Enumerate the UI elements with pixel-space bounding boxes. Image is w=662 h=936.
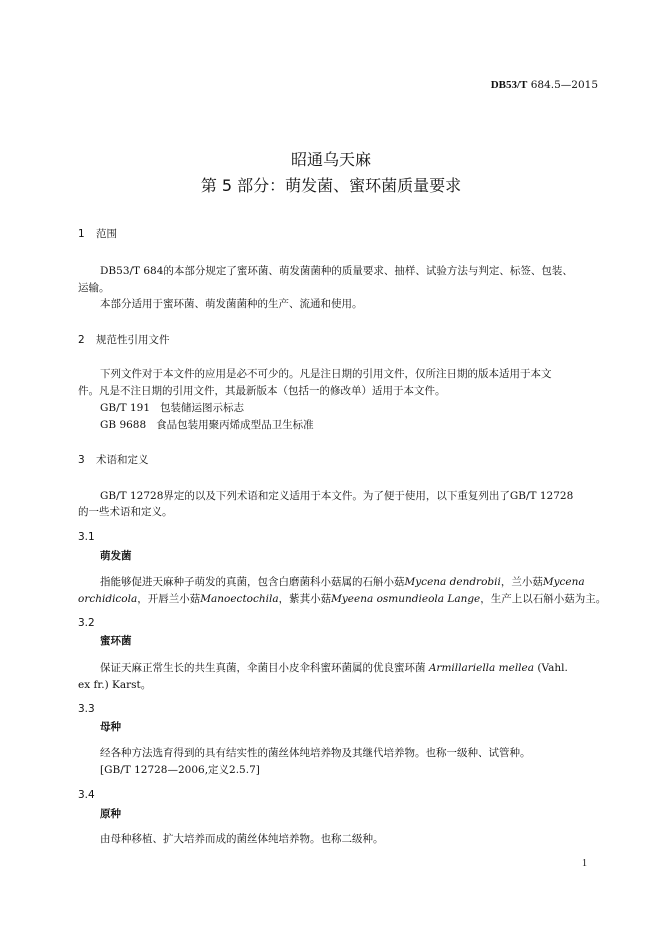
section-number: 1: [78, 228, 85, 240]
section-title: 规范性引用文件: [96, 334, 170, 346]
paragraph-line: 下列文件对于本文件的应用是必不可少的。凡是注日期的引用文件，仅所注日期的版本适用于本文: [100, 368, 552, 380]
term-number: 3.3: [78, 703, 95, 715]
reference-item: GB 9688 食品包装用聚丙烯成型品卫生标准: [100, 419, 314, 431]
term-name: 蜜环菌: [100, 635, 132, 647]
paragraph-line: 本部分适用于蜜环菌、萌发菌菌种的生产、流通和使用。: [100, 298, 363, 310]
section-heading-terms: [78, 452, 149, 467]
definition-text: 保证天麻正常生长的共生真菌，伞菌目小皮伞科蜜环菌属的优良蜜环菌: [100, 662, 429, 674]
document-code: [491, 79, 598, 91]
definition-text: ，紫萁小菇: [278, 593, 332, 605]
term-name: 原种: [100, 808, 121, 820]
document-subtitle: 第 5 部分：萌发菌、蜜环菌质量要求: [200, 176, 462, 195]
paragraph-line: 件。凡是不注日期的引用文件，其最新版本（包括一的修改单）适用于本文件。: [78, 385, 446, 397]
paragraph-line: GB/T 12728界定的以及下列术语和定义适用于本文件。为了便于使用，以下重复列出了GB/T 12728: [100, 490, 574, 502]
definition-line: [78, 591, 606, 606]
source-reference: [GB/T 12728—2006,定义2.5.7]: [100, 764, 260, 776]
section-heading-normative-references: [78, 332, 170, 347]
term-name: 母种: [100, 721, 121, 733]
paragraph-line: 运输。: [78, 282, 110, 294]
species-name: orchidicola: [78, 593, 138, 605]
document-title: 昭通乌天麻: [290, 150, 371, 169]
document-code-prefix: DB53/T: [490, 79, 528, 91]
section-heading-scope: [78, 226, 117, 241]
definition-text: ，兰小菇: [500, 576, 543, 588]
definition-text: 指能够促进天麻种子萌发的真菌，包含白磨菌科小菇属的石斛小菇: [100, 576, 405, 588]
species-name: Armillariella mellea: [428, 662, 535, 674]
definition-line: 由母种移植、扩大培养而成的菌丝体纯培养物。也称二级种。: [100, 833, 384, 845]
reference-item: GB/T 191 包装储运图示标志: [100, 402, 245, 414]
definition-line: 经各种方法选育得到的具有结实性的菌丝体纯培养物及其继代培养物。也称一级种、试管种。: [100, 747, 531, 759]
species-name: Mycena: [542, 576, 585, 588]
section-title: 范围: [96, 228, 117, 240]
term-number: 3.4: [78, 789, 95, 801]
term-name: 萌发菌: [100, 550, 132, 562]
document-code-number: 684.5—2015: [527, 79, 598, 91]
paragraph-line: 的一些术语和定义。: [78, 506, 173, 518]
section-number: 3: [78, 454, 85, 466]
definition-text: ，生产上以石斛小菇为主。: [480, 593, 607, 605]
term-number: 3.1: [78, 531, 95, 543]
species-name: Myeena osmundieola Lange: [331, 593, 481, 605]
species-name: Manoectochila: [200, 593, 279, 605]
definition-text: (Vahl.: [534, 662, 568, 674]
definition-line: [100, 574, 585, 589]
section-number: 2: [78, 334, 85, 346]
definition-text: ，开唇兰小菇: [137, 593, 201, 605]
definition-line: [100, 660, 568, 675]
paragraph-line: DB53/T 684的本部分规定了蜜环菌、萌发菌菌种的质量要求、抽样、试验方法与判定、标签、包装、: [100, 265, 573, 277]
section-title: 术语和定义: [96, 454, 149, 466]
term-number: 3.2: [78, 617, 95, 629]
definition-line: ex fr.) Karst。: [78, 679, 152, 691]
page-number: 1: [582, 858, 587, 869]
species-name: Mycena dendrobii: [404, 576, 501, 588]
